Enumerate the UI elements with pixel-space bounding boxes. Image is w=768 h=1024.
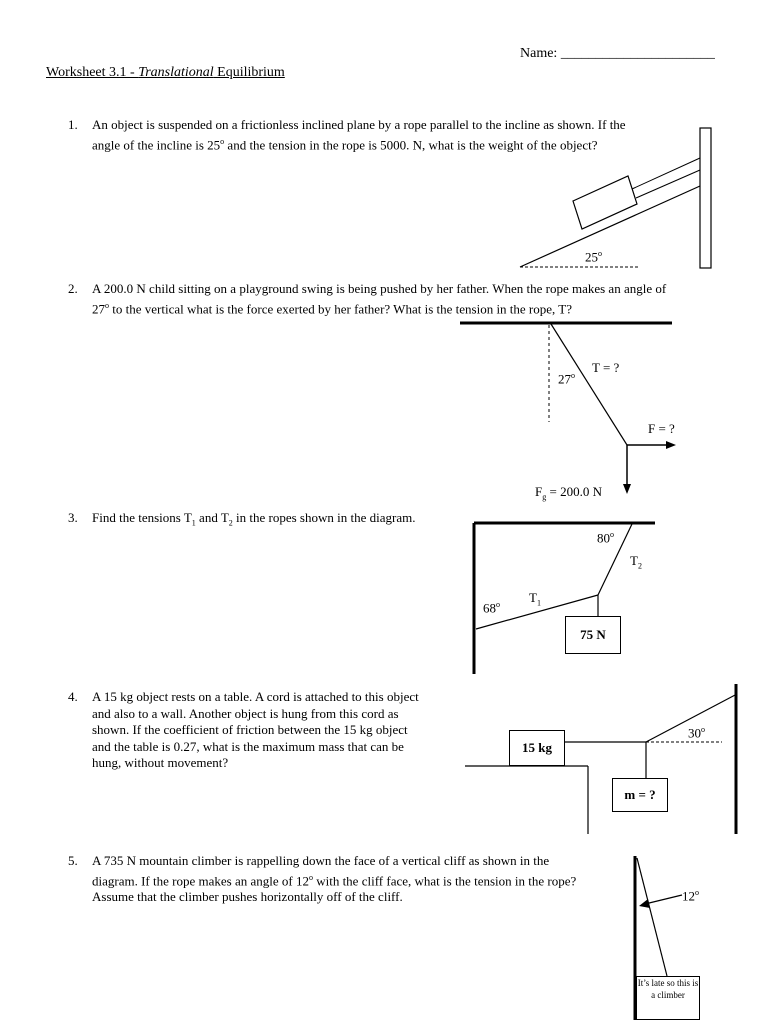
- question-line: A 15 kg object rests on a table. A cord is attached to this object: [92, 689, 419, 704]
- question-3-text: Find the tensions $T_1$ and $T_2$ in the ropes shown in the diagram.: [92, 510, 416, 528]
- q3-t1-label: $T_1$: [529, 590, 541, 608]
- question-line: An object is suspended on a frictionless inclined plane by a rope parallel to the incline as shown. If the: [92, 117, 626, 132]
- question-line: 27$^o$ to the vertical what is the force exerted by her father? What is the tension in the rope, T?: [92, 300, 573, 316]
- q2-swing-diagram: [460, 323, 676, 494]
- q5-angle-label: 12$^o$: [682, 888, 699, 904]
- question-number: 3.: [68, 510, 78, 525]
- question-line: Assume that the climber pushes horizontally off of the cliff.: [92, 889, 403, 905]
- q2-angle-label: 27$^o$: [558, 371, 575, 387]
- question-line: A 200.0 N child sitting on a playground swing is being pushed by her father. When the rope makes an angle of: [92, 281, 667, 296]
- q3-t2-label: $T_2$: [630, 553, 642, 571]
- question-1-text: [92, 117, 692, 153]
- q4-table-diagram: [465, 684, 737, 834]
- question-line: and the table is 0.27, what is the maximum mass that can be: [92, 738, 404, 754]
- q3-weight-box: 75 N: [565, 616, 621, 654]
- q4-block-box: 15 kg: [509, 730, 565, 766]
- title-emphasis: Translational: [138, 65, 214, 80]
- question-5-text: [92, 853, 622, 906]
- question-2-text: [92, 281, 722, 317]
- q1-angle-label: 25$^o$: [585, 249, 602, 265]
- q3-angle-68-label: 68$^o$: [483, 600, 500, 616]
- question-line: angle of the incline is 25$^o$ and the tension in the rope is 5000. N, what is the weight of the object?: [92, 136, 598, 152]
- q2-tension-label: T = ?: [592, 360, 620, 375]
- q4-angle-label: 30$^o$: [688, 725, 705, 741]
- q2-weight-label: $F_g = 200.0$ N: [535, 484, 602, 502]
- question-line: A 735 N mountain climber is rappelling down the face of a vertical cliff as shown in the: [92, 853, 550, 868]
- question-line: and also to a wall. Another object is hung from this cord as: [92, 705, 399, 721]
- question-number: 2.: [68, 281, 78, 296]
- q3-angle-80-label: 80$^o$: [597, 530, 614, 546]
- q4-hanging-mass-box: m = ?: [612, 778, 668, 812]
- question-line: diagram. If the rope makes an angle of 12$^o$ with the cliff face, what is the tension in the rope?: [92, 872, 577, 888]
- question-number: 1.: [68, 117, 78, 132]
- question-number: 4.: [68, 689, 78, 704]
- q2-force-label: F = ?: [648, 421, 675, 436]
- q5-climber-box: It’s late so this is a climber: [636, 976, 700, 1020]
- name-field-label: Name: ______________________: [520, 46, 715, 61]
- question-line: hung, without movement?: [92, 755, 229, 770]
- question-line: shown. If the coefficient of friction between the 15 kg object: [92, 722, 408, 737]
- title-prefix: Worksheet 3.1 -: [46, 65, 139, 80]
- question-4-text: [92, 689, 452, 772]
- question-number: 5.: [68, 853, 78, 868]
- title-suffix: Equilibrium: [213, 65, 285, 80]
